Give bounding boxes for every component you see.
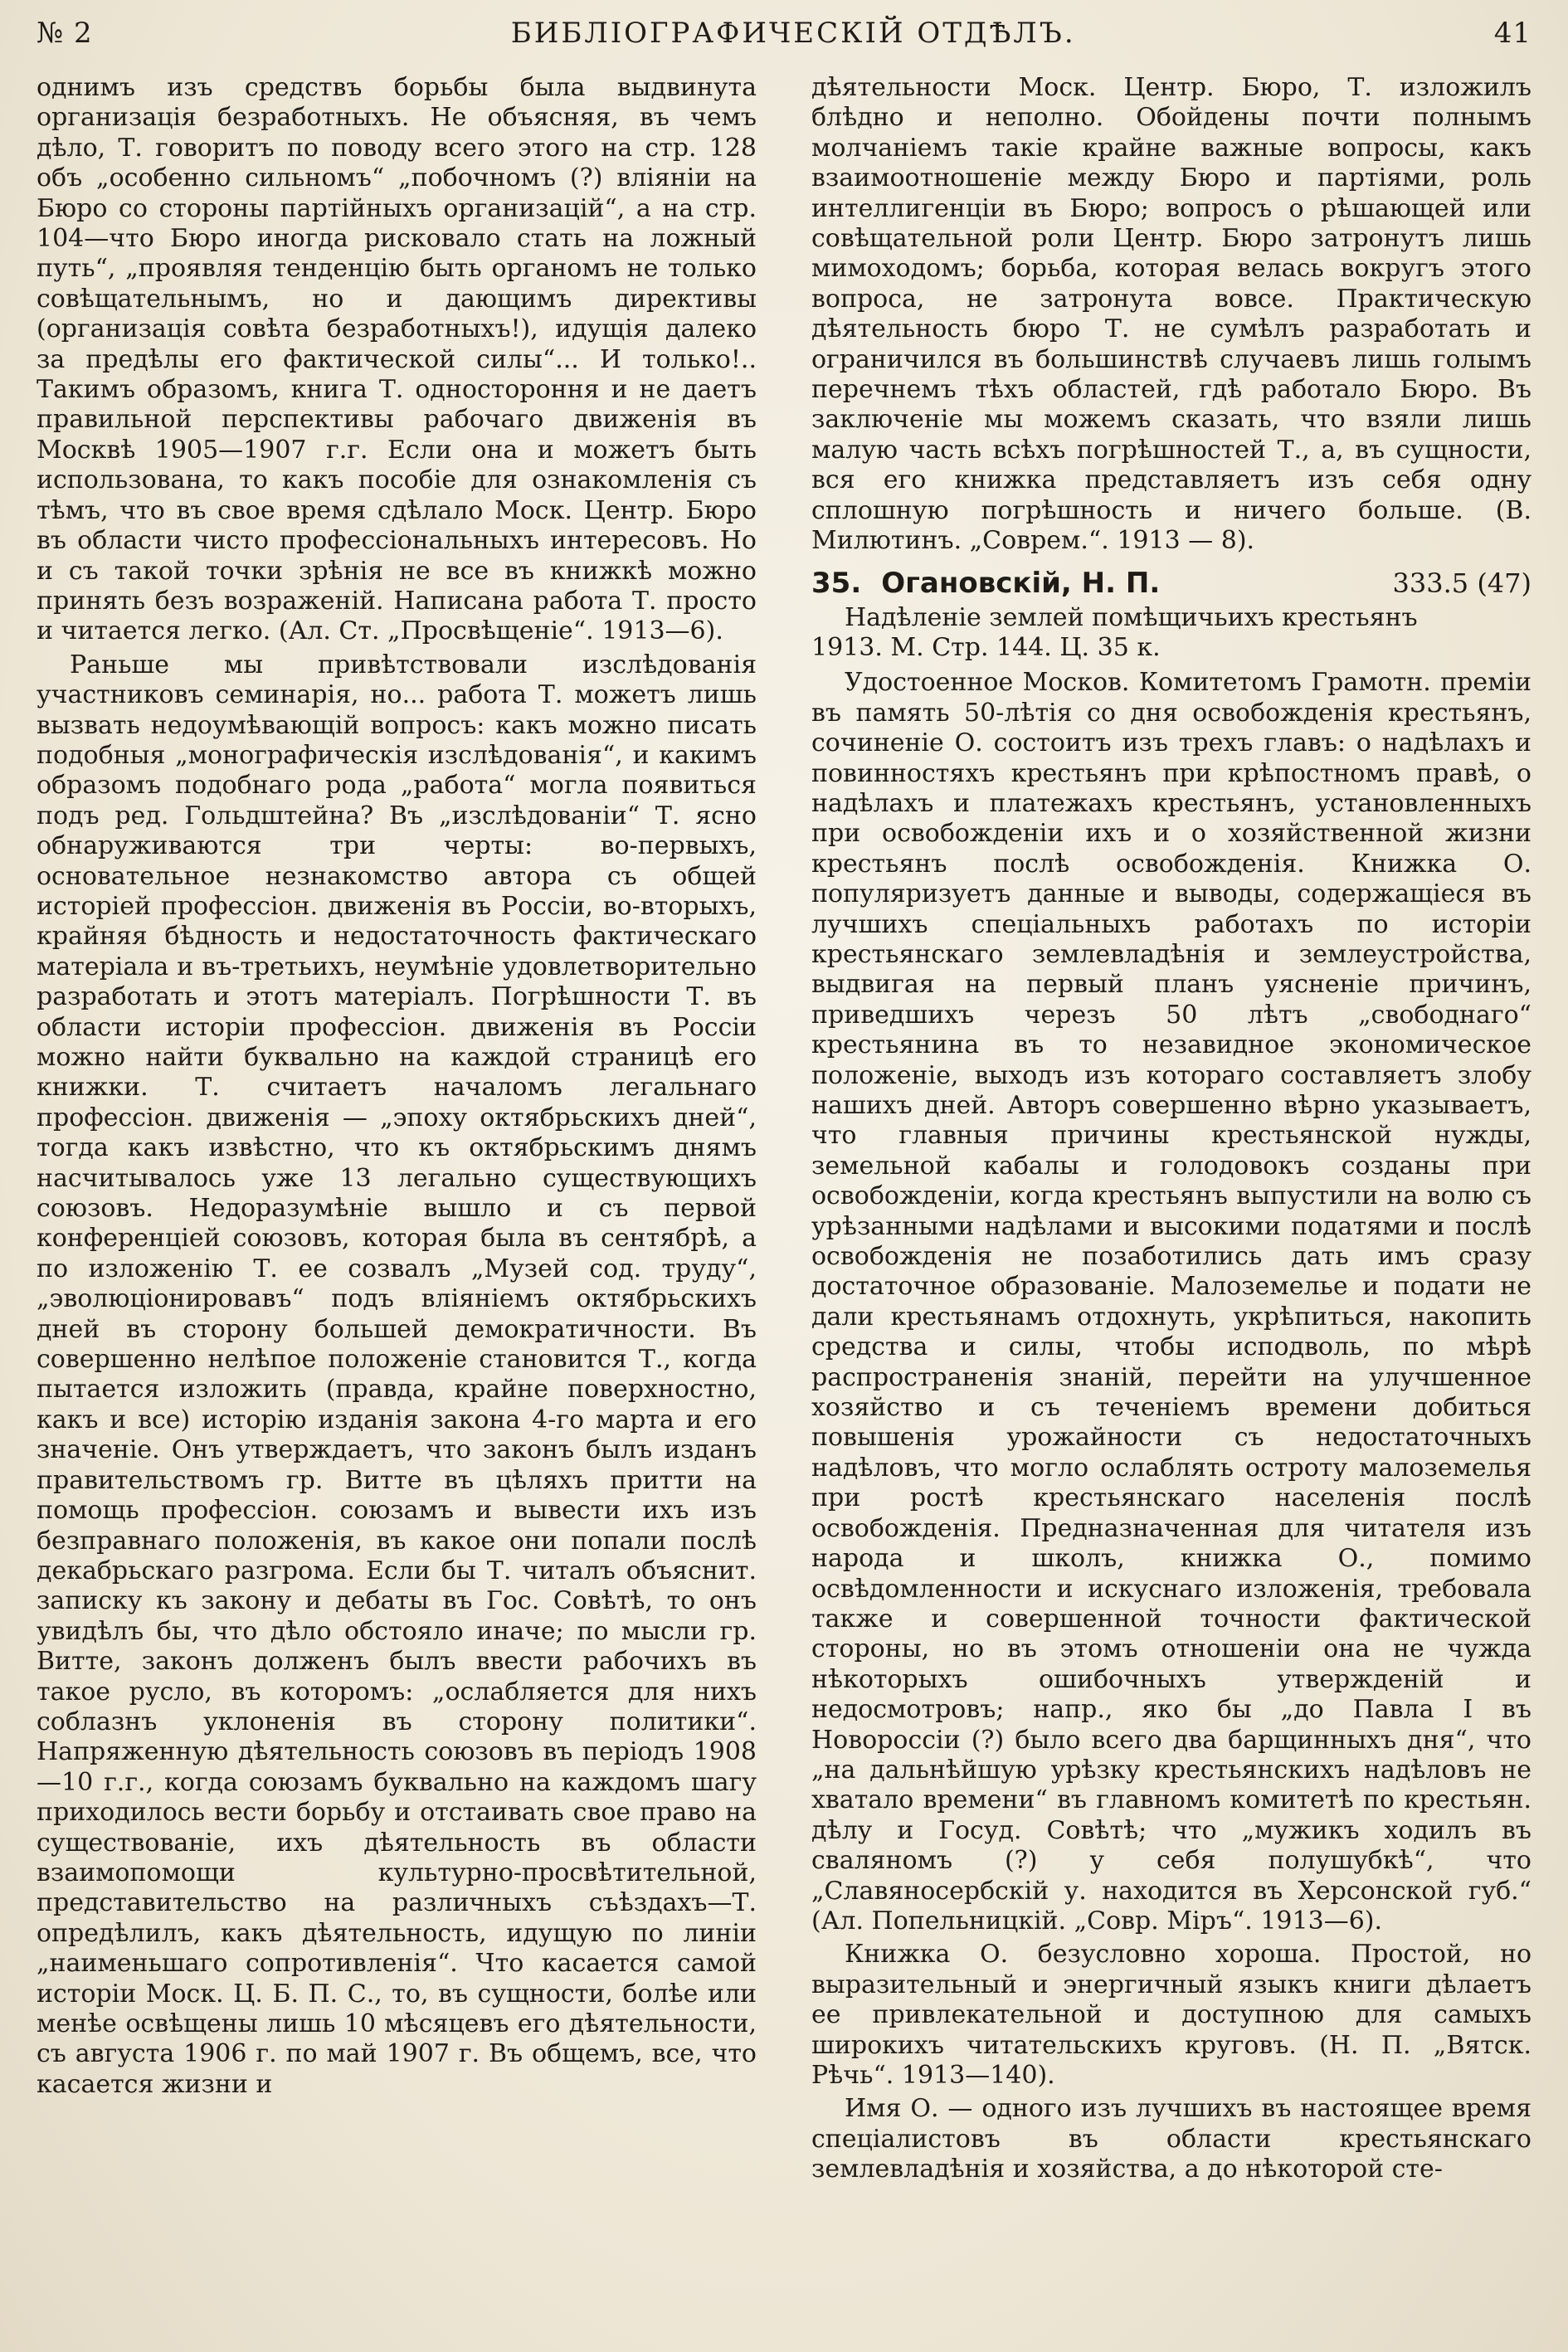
classification-code: 333.5 (47) (1392, 567, 1531, 599)
text-columns (37, 73, 1531, 2185)
entry-number: 35. (811, 566, 862, 600)
entry-title (811, 603, 1531, 664)
entry-heading (811, 565, 1531, 601)
entry-author: Огановскій, Н. П. (881, 566, 1161, 600)
issue-number: № 2 (37, 17, 93, 50)
page-header (37, 17, 1531, 60)
left-column (37, 73, 757, 2185)
paragraph: дѣятельности Моск. Центр. Бюро, Т. изложилъ блѣдно и неполно. Обойдены почти полнымъ молчаніемъ такіе крайне важные вопросы, какъ взаимоотношеніе между Бюро и партіями, роль интеллигенціи въ Бюро; вопросъ о рѣшающей или совѣщательной роли Центр. Бюро затронутъ лишь мимоходомъ; борьба, которая велась вокругъ этого вопроса, не затронута вовсе. Практическую дѣятельность бюро Т. не сумѣлъ разработать и ограничился въ большинствѣ случаевъ лишь голымъ перечнемъ тѣхъ областей, гдѣ работало Бюро. Въ заключеніе мы можемъ сказать, что взяли лишь малую часть всѣхъ погрѣшностей Т., а, въ сущности, вся его книжка представляетъ изъ себя одну сплошную погрѣшность и ничего больше. (В. Милютинъ. „Соврем.“. 1913 — 8). (811, 73, 1531, 556)
paragraph: Удостоенное Москов. Комитетомъ Грамотн. преміи въ память 50-лѣтія со дня освобожденія крестьянъ, сочиненіе О. состоитъ изъ трехъ главъ: о надѣлахъ и повинностяхъ крестьянъ при крѣпостномъ правѣ, о надѣлахъ и платежахъ крестьянъ, установленныхъ при освобожденіи ихъ и о хозяйственной жизни крестьянъ послѣ освобожденія. Книжка О. популяризуетъ данные и выводы, содержащіеся въ лучшихъ спеціальныхъ работахъ по исторіи крестьянскаго землевладѣнія и землеустройства, выдвигая на первый планъ уясненіе причинъ, приведшихъ черезъ 50 лѣтъ „свободнаго“ крестьянина въ то незавидное экономическое положеніе, выходъ изъ котораго составляетъ злобу нашихъ дней. Авторъ совершенно вѣрно указываетъ, что главныя причины крестьянской нужды, земельной кабалы и голодовокъ созданы при освобожденіи, когда крестьянъ выпустили на волю съ урѣзанными надѣлами и высокими податями и послѣ освобожденія не позаботились дать имъ сразу достаточное образованіе. Малоземелье и подати не дали крестьянамъ отдохнуть, укрѣпиться, накопить средства и силы, чтобы исподволь, по мѣрѣ распространенія знаній, перейти на улучшенное хозяйство и съ теченіемъ времени добиться повышенія урожайности съ недостаточныхъ надѣловъ, что могло ослаблять остроту малоземелья при ростѣ крестьянскаго населенія послѣ освобожденія. Предназначенная для читателя изъ народа и школъ, книжка О., помимо освѣдомленности и искуснаго изложенія, требовала также и совершенной точности фактической стороны, но въ этомъ отношеніи она не чужда нѣкоторыхъ ошибочныхъ утвержденій и недосмотровъ; напр., яко бы „до Павла I въ Новороссіи (?) было всего два барщинныхъ дня“, что „на дальнѣйшую урѣзку крестьянскихъ надѣловъ не хватало времени“ въ главномъ комитетѣ по крестьян. дѣлу и Госуд. Совѣтѣ; что „мужикъ ходилъ въ сваляномъ (?) у себя полушубкѣ“, что „Славяносербскій у. находится въ Херсонской губ.“ (Ал. Попельницкій. „Совр. Міръ“. 1913—6). (811, 668, 1531, 1936)
paragraph: Раньше мы привѣтствовали изслѣдованія участниковъ семинарія, но... работа Т. можетъ лишь вызвать недоумѣвающій вопросъ: какъ можно писать подобныя „монографическія изслѣдованія“, и какимъ образомъ подобнаго рода „работа“ могла появиться подъ ред. Гольдштейна? Въ „изслѣдованіи“ Т. ясно обнаруживаются три черты: во-первыхъ, основательное незнакомство автора съ общей исторіей профессіон. движенія въ Россіи, во-вторыхъ, крайняя бѣдность и недостаточность фактическаго матеріала и въ-третьихъ, неумѣніе удовлетворительно разработать и этотъ матеріалъ. Погрѣшности Т. въ области исторіи профессіон. движенія въ Россіи можно найти буквально на каждой страницѣ его книжки. Т. считаетъ началомъ легальнаго профессіон. движенія — „эпоху октябрьскихъ дней“, тогда какъ извѣстно, что къ октябрьскимъ днямъ насчитывалось уже 13 легально существующихъ союзовъ. Недоразумѣніе вышло и съ первой конференціей союзовъ, которая была въ сентябрѣ, а по изложенію Т. ее созвалъ „Музей сод. труду“, „эволюціонировавъ“ подъ вліяніемъ октябрьскихъ дней въ сторону большей демократичности. Въ совершенно нелѣпое положеніе становится Т., когда пытается изложить (правда, крайне поверхностно, какъ и все) исторію изданія закона 4-го марта и его значеніе. Онъ утверждаетъ, что законъ былъ изданъ правительствомъ гр. Витте въ цѣляхъ притти на помощь профессіон. союзамъ и вывести ихъ изъ безправнаго положенія, въ какое они попали послѣ декабрьскаго разгрома. Если бы Т. читалъ объяснит. записку къ закону и дебаты въ Гос. Совѣтѣ, то онъ увидѣлъ бы, что дѣло обстояло иначе; по мысли гр. Витте, законъ долженъ былъ ввести рабочихъ въ такое русло, въ которомъ: „ослабляется для нихъ соблазнъ уклоненія въ сторону политики“. Напряженную дѣятельность союзовъ въ періодъ 1908—10 г.г., когда союзамъ буквально на каждомъ шагу приходилось вести борьбу и отстаивать свое право на существованіе, ихъ дѣятельность въ области взаимопомощи культурно-просвѣтительной, представительство на различныхъ съѣздахъ—Т. опредѣлилъ, какъ дѣятельность, идущую по линіи „наименьшаго сопротивленія“. Что касается самой исторіи Моск. Ц. Б. П. С., то, въ сущности, болѣе или менѣе освѣщены лишь 10 мѣсяцевъ его дѣятельности, съ августа 1906 г. по май 1907 г. Въ общемъ, все, что касается жизни и (37, 650, 757, 2099)
entry-publication-line: 1913. М. Стр. 144. Ц. 35 к. (811, 632, 1161, 662)
paragraph: Книжка О. безусловно хороша. Простой, но выразительный и энергичный языкъ книги дѣлаетъ ее привлекательной и доступною для самыхъ широкихъ читательскихъ круговъ. (Н. П. „Вятск. Рѣчь“. 1913—140). (811, 1940, 1531, 2090)
paragraph: однимъ изъ средствъ борьбы была выдвинута организація безработныхъ. Не объясняя, въ чемъ дѣло, Т. говоритъ по поводу всего этого на стр. 128 объ „особенно сильномъ“ „побочномъ (?) вліяніи на Бюро со стороны партійныхъ организацій“, а на стр. 104—что Бюро иногда рисковало стать на ложный путь“, „проявляя тенденцію быть органомъ не только совѣщательнымъ, но и дающимъ директивы (организація совѣта безработныхъ!), идущія далеко за предѣлы его фактической силы“... И только!.. Такимъ образомъ, книга Т. одностороння и не даетъ правильной перспективы рабочаго движенія въ Москвѣ 1905—1907 г.г. Если она и можетъ быть использована, то какъ пособіе для ознакомленія съ тѣмъ, что въ свое время сдѣлало Моск. Центр. Бюро въ области чисто профессіональныхъ интересовъ. Но и съ такой точки зрѣнія не все въ книжкѣ можно принять безъ возраженій. Написана работа Т. просто и читается легко. (Ал. Ст. „Просвѣщеніе“. 1913—6). (37, 73, 757, 646)
page-number: 41 (1493, 17, 1531, 50)
right-column (811, 73, 1531, 2185)
paragraph: Имя О. — одного изъ лучшихъ въ настоящее время спеціалистовъ въ области крестьянскаго землевладѣнія и хозяйства, а до нѣкоторой сте- (811, 2094, 1531, 2184)
section-title: БИБЛІОГРАФИЧЕСКІЙ ОТДѢЛЪ. (510, 17, 1076, 50)
entry-title-line: Надѣленіе землей помѣщичьихъ крестьянъ (845, 602, 1418, 632)
